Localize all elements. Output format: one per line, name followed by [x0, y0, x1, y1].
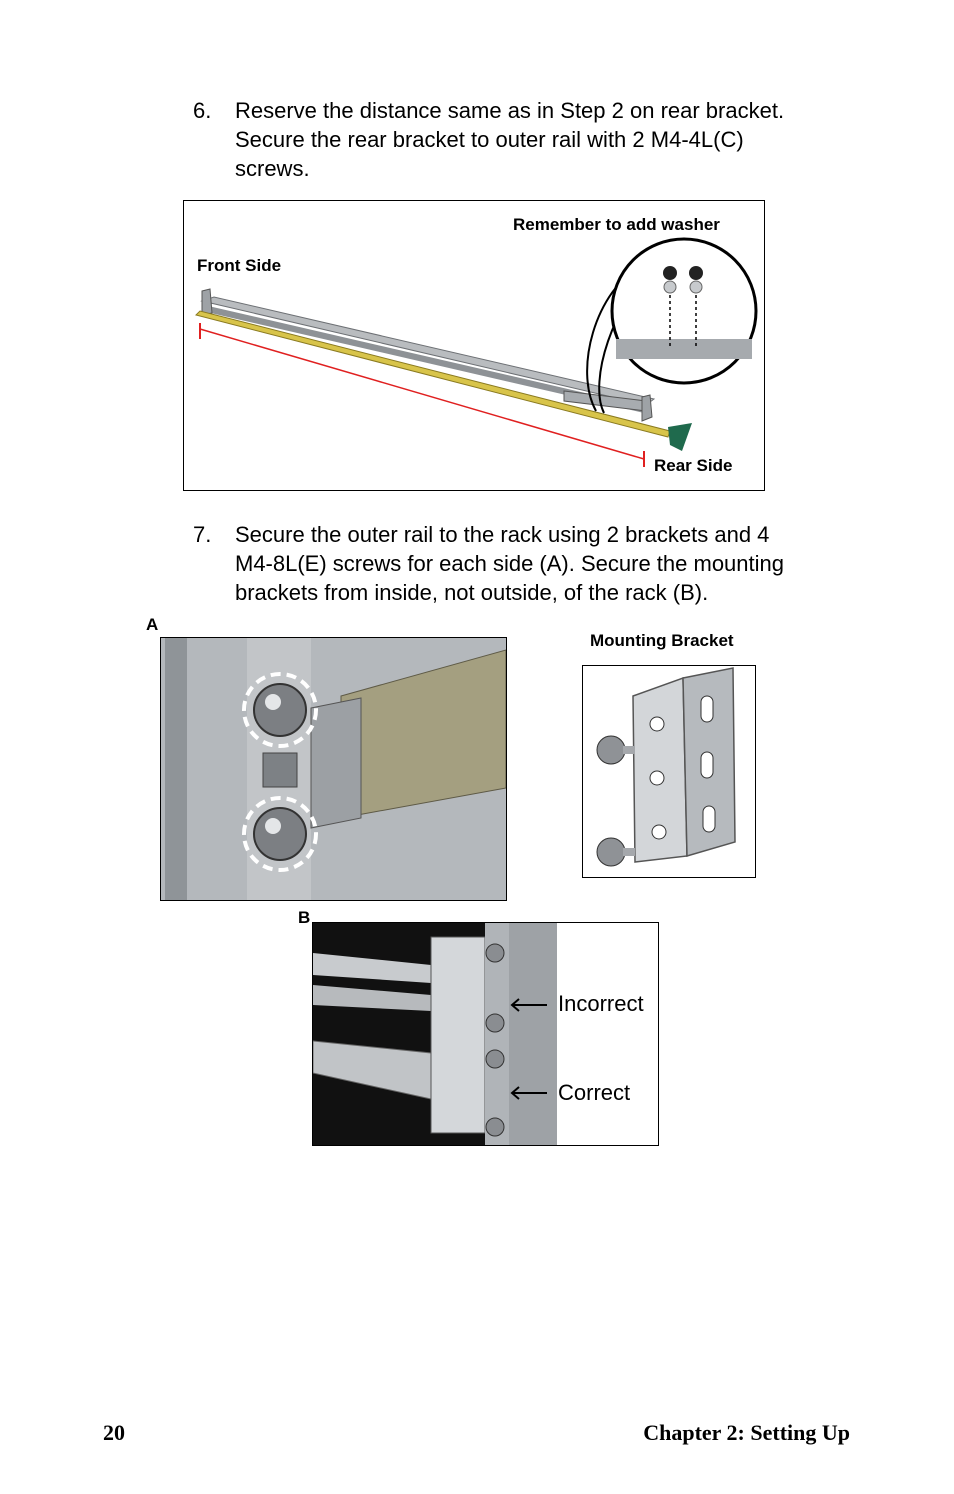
measuring-tape [196, 311, 670, 437]
mounting-bracket-figure [582, 665, 756, 878]
step-6-line-3: screws. [235, 156, 310, 181]
rack-bracket [431, 937, 485, 1133]
washer-label: Remember to add washer [513, 215, 720, 234]
incorrect-label: Incorrect [558, 991, 644, 1016]
rack-interior-illustration [313, 923, 557, 1145]
step-6-text [235, 96, 855, 183]
square-nut [263, 753, 297, 787]
rail-measure-figure [183, 200, 765, 491]
step-7-line-2: M4-8L(E) screws for each side (A). Secure the mounting [235, 551, 785, 576]
bracket-hole-3 [652, 825, 666, 839]
step-7-line-1: Secure the outer rail to the rack using 2 brackets and 4 [235, 522, 770, 547]
step-7-text [235, 520, 855, 607]
correct-label: Correct [558, 1080, 631, 1105]
screw-1-icon [663, 266, 677, 280]
rack-screws-photo [160, 637, 507, 901]
magnified-rail [616, 339, 752, 359]
rack-post-edge [165, 638, 187, 900]
step-6-number: 6. [193, 98, 212, 123]
top-screw-highlight [265, 694, 281, 710]
bracket-slot-2 [701, 752, 713, 778]
bracket-hole-1 [650, 717, 664, 731]
rack-screw-2-icon [486, 1014, 504, 1032]
bracket-slot-1 [701, 696, 713, 722]
step-7-line-3: brackets from inside, not outside, of the rack (B). [235, 580, 709, 605]
bracket-screw-1-icon [597, 736, 625, 764]
bracket-orientation-figure [312, 922, 659, 1146]
incorrect-arrow-icon [509, 997, 549, 1013]
washer-magnifier [612, 239, 756, 383]
rack-screws-illustration [161, 638, 506, 900]
step-6-line-1: Reserve the distance same as in Step 2 on rear bracket. [235, 98, 785, 123]
washer-2-icon [690, 281, 702, 293]
bracket-slot-3 [703, 806, 715, 832]
rack-screw-1-icon [486, 944, 504, 962]
screw-2-icon [689, 266, 703, 280]
bracket-screw-2-shaft [623, 848, 635, 856]
chapter-title: Chapter 2: Setting Up [643, 1420, 850, 1445]
front-side-label: Front Side [197, 256, 282, 275]
mounting-bracket-illustration [583, 666, 755, 877]
rear-side-label: Rear Side [654, 456, 733, 475]
front-bracket [202, 289, 212, 315]
outer-rail [202, 297, 654, 405]
correct-arrow-icon [509, 1085, 549, 1101]
figure-b-label: B [298, 908, 311, 927]
rack-side-panel [509, 923, 557, 1145]
figure-a-label: A [146, 615, 159, 634]
step-6-line-2: Secure the rear bracket to outer rail with 2 M4-4L(C) [235, 127, 744, 152]
bottom-screw-highlight [265, 818, 281, 834]
tape-case [668, 423, 692, 451]
step-7-number: 7. [193, 522, 212, 547]
page-number: 20 [103, 1420, 125, 1445]
rear-bracket-flange [642, 395, 652, 421]
rack-screw-3-icon [486, 1050, 504, 1068]
rail-measure-illustration [184, 201, 764, 490]
mounting-bracket-label: Mounting Bracket [590, 631, 734, 650]
bracket-screw-1-shaft [623, 746, 635, 754]
bracket-hole-2 [650, 771, 664, 785]
rack-screw-4-icon [486, 1118, 504, 1136]
washer-1-icon [664, 281, 676, 293]
top-screw-icon [254, 684, 306, 736]
bottom-screw-icon [254, 808, 306, 860]
rail-bracket [311, 698, 361, 828]
bracket-screw-2-icon [597, 838, 625, 866]
